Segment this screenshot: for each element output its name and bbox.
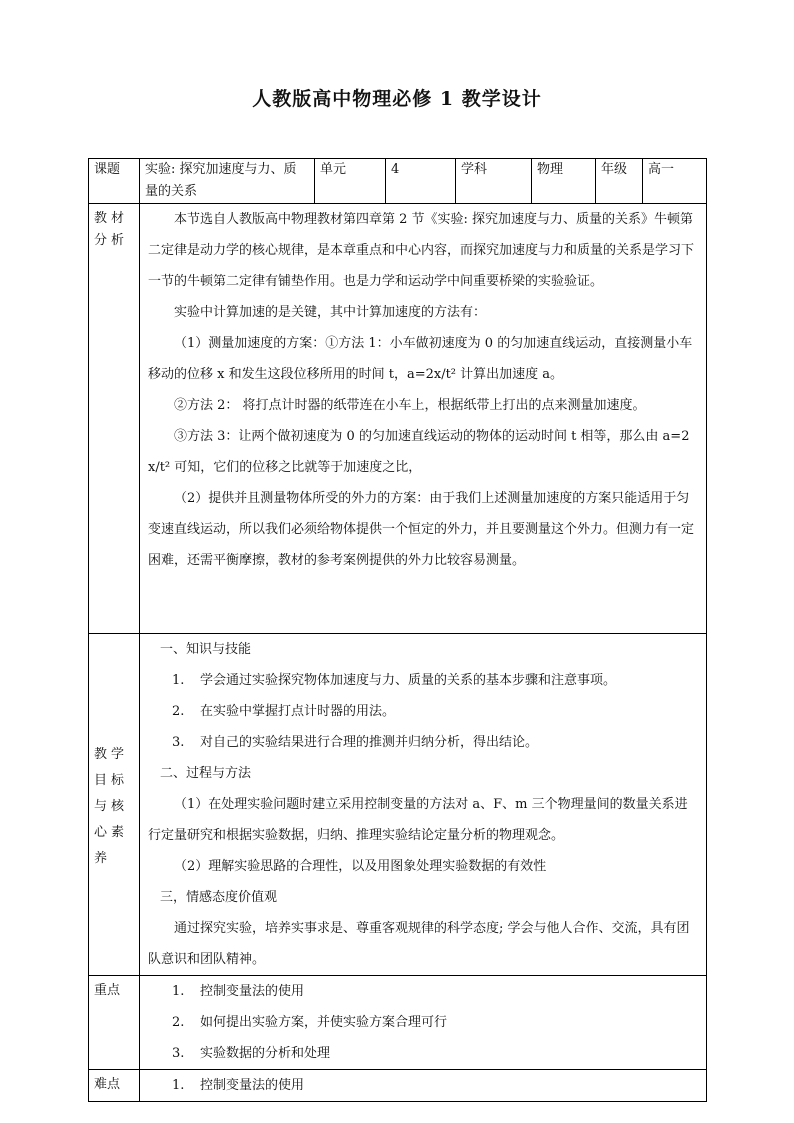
analysis-paragraph: （1）测量加速度的方案：①方法 1：小车做初速度为 0 的匀加速直线运动，直接测量小车移动的位移 x 和发生这段位移所用的时间 t，a=2x/t² 计算出加速度 a。 [148, 336, 693, 382]
key-points-label: 重点 [89, 976, 140, 1070]
grade-value: 高一 [643, 159, 707, 204]
list-number: 1. [172, 1078, 185, 1093]
key-points-row [89, 976, 707, 1070]
list-item [148, 1070, 700, 1101]
lesson-plan-table [88, 158, 707, 1102]
goals-paragraph: （1）在处理实验问题时建立采用控制变量的方法对 a、F、m 三个物理量间的数量关系进行定量研究和根据实验数据，归纳、推理实验结论定量分析的物理观念。 [148, 797, 688, 843]
header-row [89, 159, 707, 204]
list-item [148, 976, 700, 1007]
goals-label: 教学目标与核心素养 [89, 634, 140, 976]
list-text: 对自己的实验结果进行合理的推测并归纳分析，得出结论。 [200, 735, 539, 750]
list-item [148, 1007, 700, 1038]
list-item [148, 665, 700, 696]
list-number: 3. [172, 735, 185, 750]
unit-value: 4 [386, 159, 456, 204]
list-number: 1. [172, 984, 185, 999]
list-item [148, 1038, 700, 1069]
analysis-row [89, 204, 707, 634]
goals-section-title: 二、过程与方法 [160, 766, 252, 781]
list-text: 控制变量法的使用 [200, 1078, 305, 1093]
goals-row [89, 634, 707, 976]
unit-label: 单元 [315, 159, 386, 204]
key-points-content [140, 976, 707, 1070]
subject-value: 物理 [532, 159, 596, 204]
analysis-paragraph: 实验中计算加速的是关键，其中计算加速度的方法有： [174, 305, 487, 320]
list-number: 2. [172, 704, 185, 719]
list-number: 2. [172, 1015, 185, 1030]
list-text: 控制变量法的使用 [200, 984, 305, 999]
analysis-paragraph: 本节选自人教版高中物理教材第四章第 2 节《实验: 探究加速度与力、质量的关系》牛顿第二定律是动力学的核心规律，是本章重点和中心内容，而探究加速度与力和质量的关系是学习下一节的牛顿第二定律有铺垫作用。也是力学和运动学中间重要桥梁的实验验证。 [148, 212, 695, 289]
grade-label: 年级 [596, 159, 643, 204]
goals-section-title: 三，情感态度价值观 [160, 890, 278, 905]
list-item [148, 727, 700, 758]
list-text: 实验数据的分析和处理 [200, 1046, 331, 1061]
analysis-content [140, 204, 707, 634]
subject-label: 学科 [456, 159, 532, 204]
analysis-paragraph: ②方法 2： 将打点计时器的纸带连在小车上，根据纸带上打出的点来测量加速度。 [174, 398, 646, 413]
goals-section-title: 一、知识与技能 [160, 642, 252, 657]
list-number: 1. [172, 673, 185, 688]
topic-label: 课题 [89, 159, 140, 204]
analysis-paragraph: ③方法 3：让两个做初速度为 0 的匀加速直线运动的物体的运动时间 t 相等，那么由 a=2x/t² 可知，它们的位移之比就等于加速度之比， [148, 429, 690, 475]
difficulties-row [89, 1070, 707, 1102]
goals-paragraph: 通过探究实验，培养实事求是、尊重客观规律的科学态度; 学会与他人合作、交流，具有团队意识和团队精神。 [148, 921, 690, 967]
list-text: 在实验中掌握打点计时器的用法。 [200, 704, 396, 719]
list-item [148, 696, 700, 727]
list-text: 如何提出实验方案，并使实验方案合理可行 [200, 1015, 448, 1030]
list-text: 学会通过实验探究物体加速度与力、质量的关系的基本步骤和注意事项。 [200, 673, 617, 688]
document-title: 人教版高中物理必修 1 教学设计 [252, 88, 542, 110]
topic-value: 实验: 探究加速度与力、质量的关系 [140, 159, 315, 204]
goals-content [140, 634, 707, 976]
goals-paragraph: （2）理解实验思路的合理性，以及用图象处理实验数据的有效性 [174, 859, 547, 874]
list-number: 3. [172, 1046, 185, 1061]
difficulties-content [140, 1070, 707, 1102]
analysis-paragraph: （2）提供并且测量物体所受的外力的方案：由于我们上述测量加速度的方案只能适用于匀变速直线运动，所以我们必须给物体提供一个恒定的外力，并且要测量这个外力。但测力有一定困难，还需平衡摩擦，教材的参考案例提供的外力比较容易测量。 [148, 491, 695, 568]
analysis-label: 教材分析 [89, 204, 140, 634]
difficulties-label: 难点 [89, 1070, 140, 1102]
